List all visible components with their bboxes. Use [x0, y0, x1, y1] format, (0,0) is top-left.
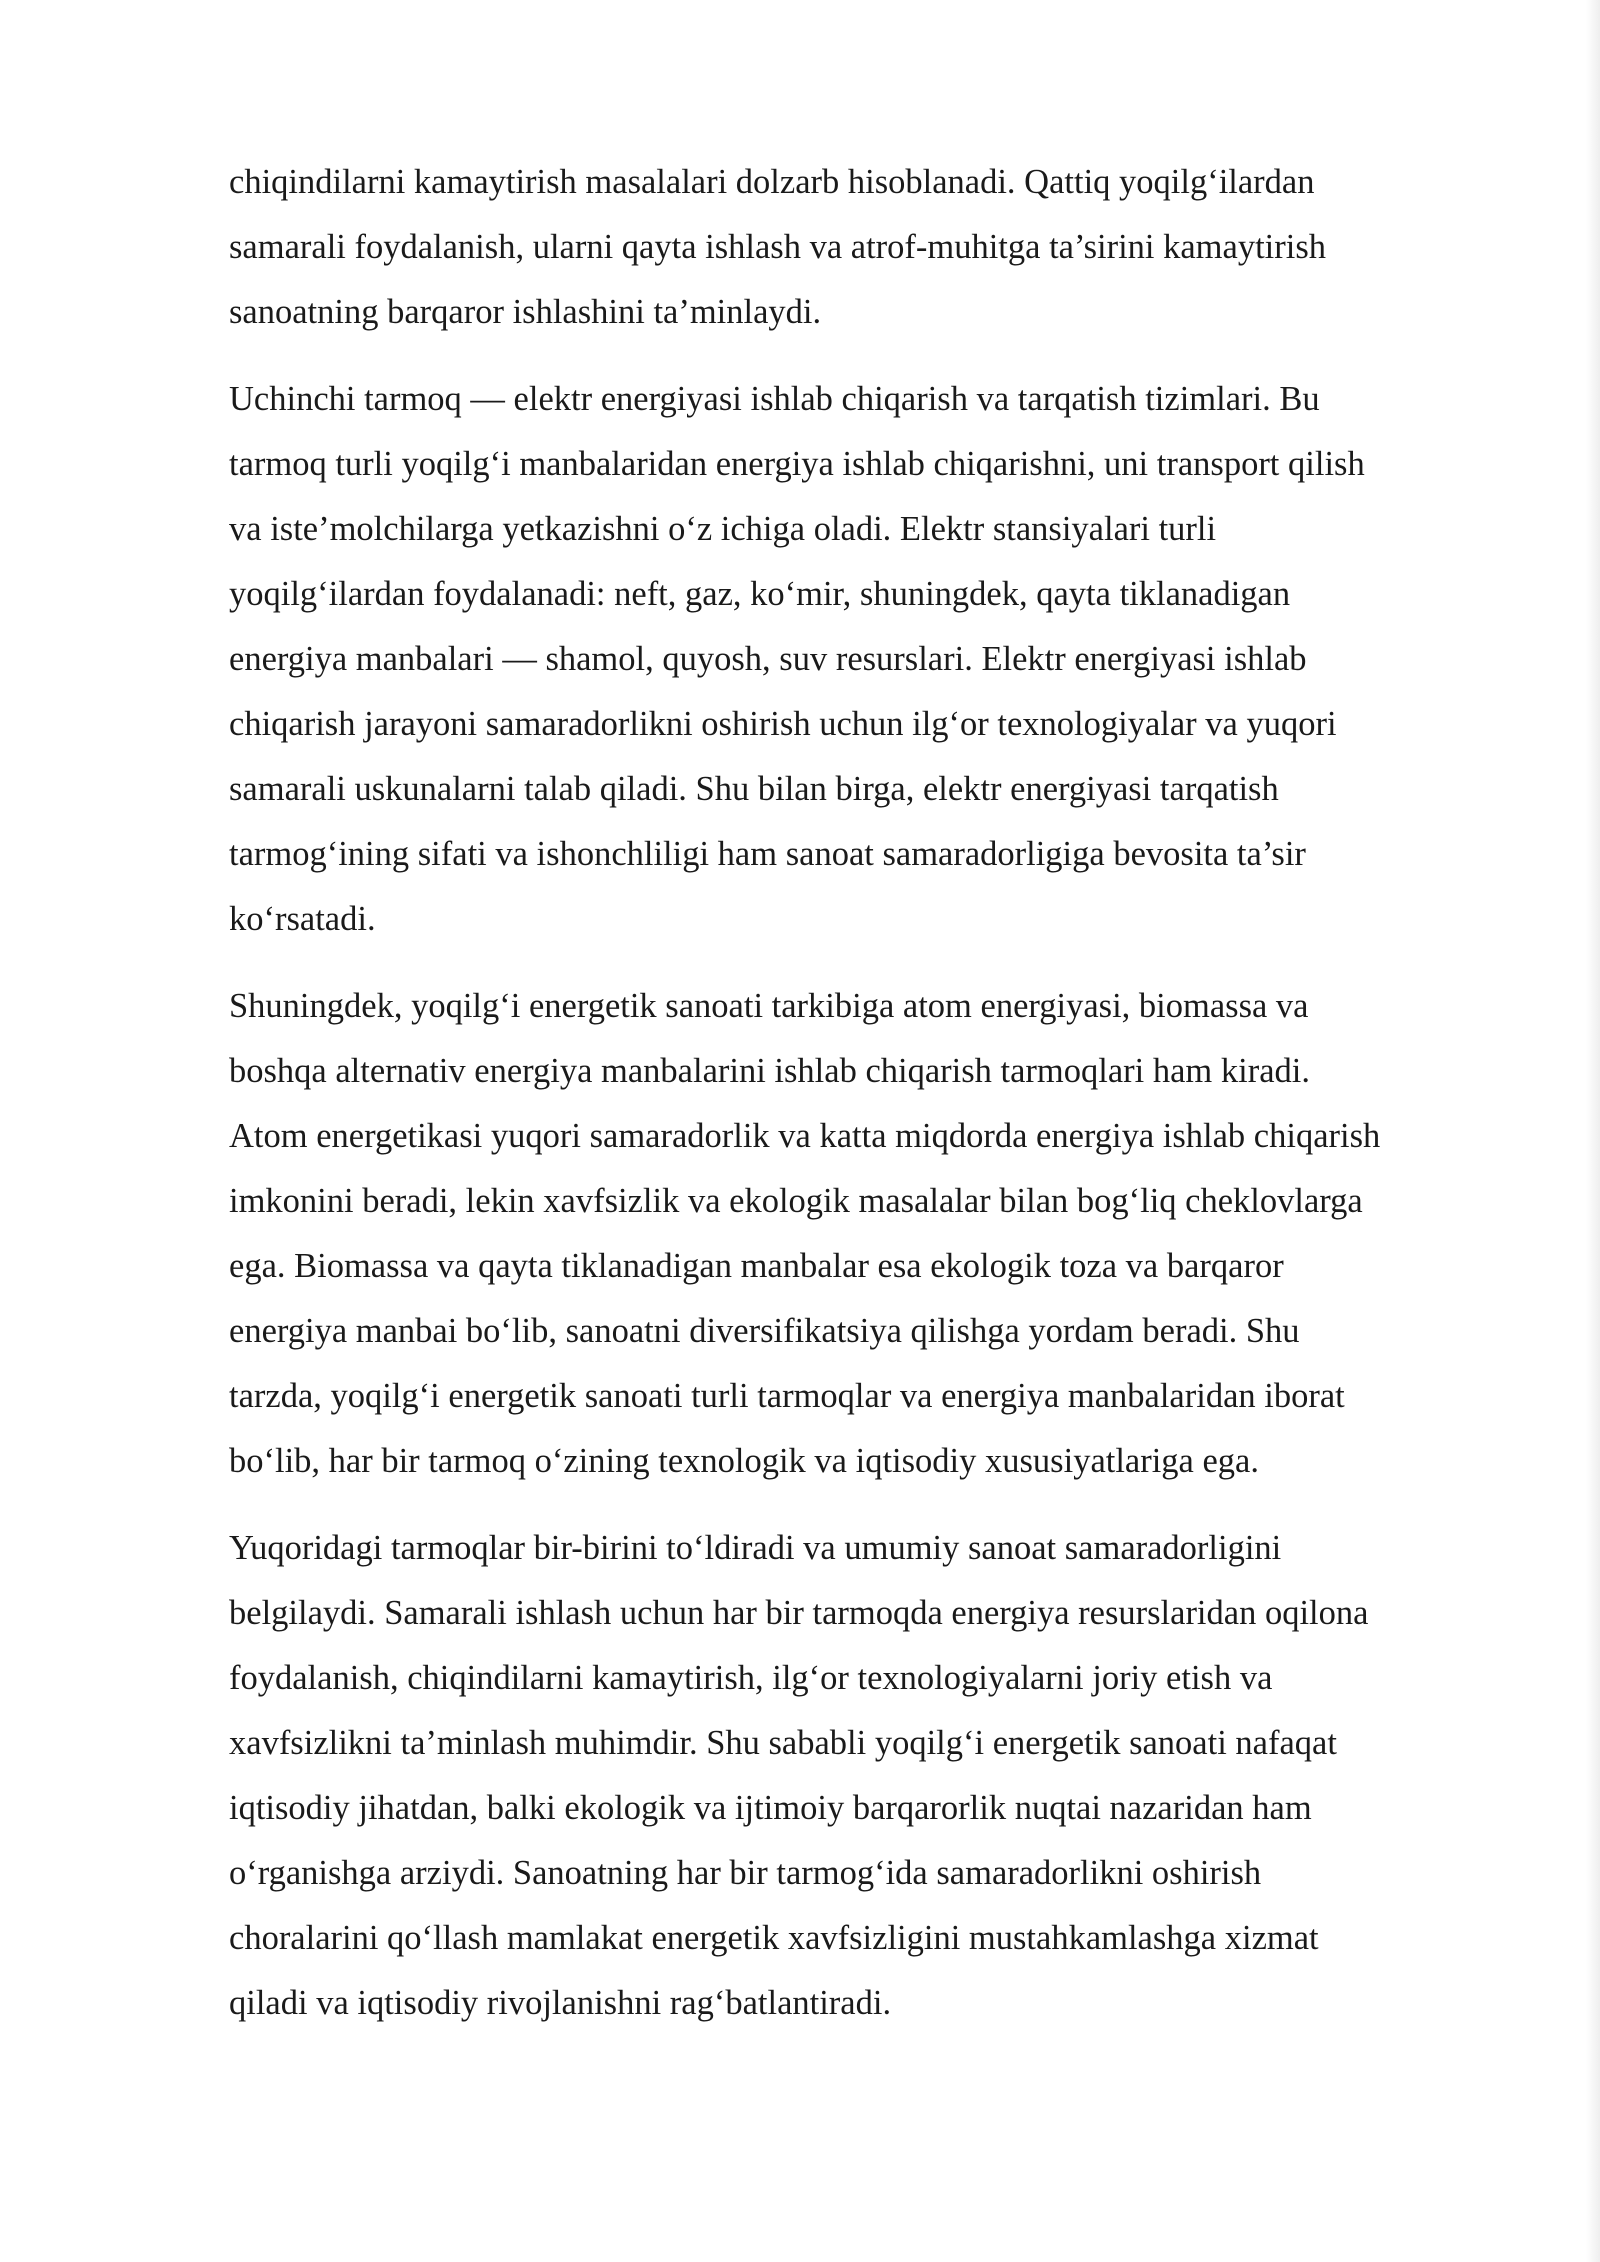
text-line: imkonini beradi, lekin xavfsizlik va ekologik masalalar bilan bog‘liq cheklovlarga: [229, 1182, 1363, 1220]
text-line: tarmog‘ining sifati va ishonchliligi ham sanoat samaradorligiga bevosita ta’sir: [229, 835, 1306, 873]
text-line: ko‘rsatadi.: [229, 900, 376, 938]
paragraph-1: [229, 150, 1509, 345]
text-line: Shuningdek, yoqilg‘i energetik sanoati tarkibiga atom energiyasi, biomassa va: [229, 987, 1309, 1025]
paragraph-2: [229, 367, 1509, 952]
text-line: energiya manbai bo‘lib, sanoatni diversifikatsiya qilishga yordam beradi. Shu: [229, 1312, 1300, 1350]
text-line: energiya manbalari — shamol, quyosh, suv resurslari. Elektr energiyasi ishlab: [229, 640, 1307, 678]
text-line: Yuqoridagi tarmoqlar bir-birini to‘ldiradi va umumiy sanoat samaradorligini: [229, 1529, 1282, 1567]
text-line: tarzda, yoqilg‘i energetik sanoati turli tarmoqlar va energiya manbalaridan iborat: [229, 1377, 1345, 1415]
text-line: ega. Biomassa va qayta tiklanadigan manbalar esa ekologik toza va barqaror: [229, 1247, 1284, 1285]
text-line: Uchinchi tarmoq — elektr energiyasi ishlab chiqarish va tarqatish tizimlari. Bu: [229, 380, 1320, 418]
text-line: yoqilg‘ilardan foydalanadi: neft, gaz, ko‘mir, shuningdek, qayta tiklanadigan: [229, 575, 1291, 613]
text-line: Atom energetikasi yuqori samaradorlik va katta miqdorda energiya ishlab chiqarish: [229, 1117, 1381, 1155]
paragraph-3: [229, 974, 1509, 1494]
text-line: va iste’molchilarga yetkazishni o‘z ichiga oladi. Elektr stansiyalari turli: [229, 510, 1217, 548]
text-line: iqtisodiy jihatdan, balki ekologik va ijtimoiy barqarorlik nuqtai nazaridan ham: [229, 1789, 1312, 1827]
text-line: qiladi va iqtisodiy rivojlanishni rag‘batlantiradi.: [229, 1984, 892, 2022]
text-line: tarmoq turli yoqilg‘i manbalaridan energiya ishlab chiqarishni, uni transport qilish: [229, 445, 1365, 483]
document-body: [229, 150, 1509, 2058]
text-line: chiqarish jarayoni samaradorlikni oshirish uchun ilg‘or texnologiyalar va yuqori: [229, 705, 1337, 743]
text-line: samarali uskunalarni talab qiladi. Shu bilan birga, elektr energiyasi tarqatish: [229, 770, 1279, 808]
text-line: sanoatning barqaror ishlashini ta’minlaydi.: [229, 293, 822, 331]
text-line: chiqindilarni kamaytirish masalalari dolzarb hisoblanadi. Qattiq yoqilg‘ilardan: [229, 163, 1315, 201]
text-line: bo‘lib, har bir tarmoq o‘zining texnologik va iqtisodiy xususiyatlariga ega.: [229, 1442, 1259, 1480]
page-edge-shadow: [1586, 0, 1600, 2262]
text-line: o‘rganishga arziydi. Sanoatning har bir tarmog‘ida samaradorlikni oshirish: [229, 1854, 1262, 1892]
text-line: samarali foydalanish, ularni qayta ishlash va atrof-muhitga ta’sirini kamaytirish: [229, 228, 1326, 266]
text-line: boshqa alternativ energiya manbalarini ishlab chiqarish tarmoqlari ham kiradi.: [229, 1052, 1310, 1090]
paragraph-4: [229, 1516, 1509, 2036]
text-line: belgilaydi. Samarali ishlash uchun har bir tarmoqda energiya resurslaridan oqilona: [229, 1594, 1369, 1632]
text-line: xavfsizlikni ta’minlash muhimdir. Shu sababli yoqilg‘i energetik sanoati nafaqat: [229, 1724, 1337, 1762]
text-line: choralarini qo‘llash mamlakat energetik xavfsizligini mustahkamlashga xizmat: [229, 1919, 1319, 1957]
text-line: foydalanish, chiqindilarni kamaytirish, ilg‘or texnologiyalarni joriy etish va: [229, 1659, 1273, 1697]
